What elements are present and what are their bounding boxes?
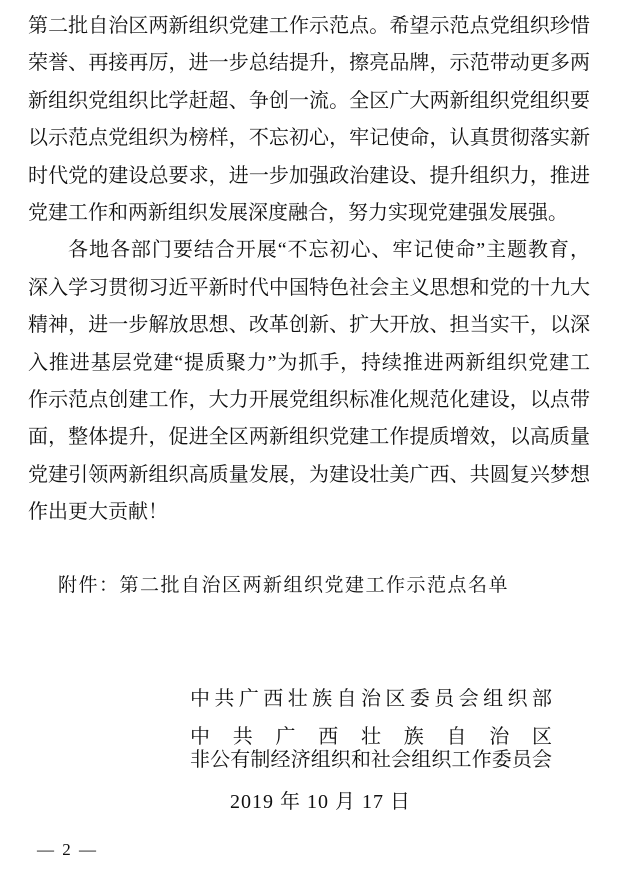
body-line: 时代党的建设总要求，进一步加强政治建设、提升组织力，推进 (28, 164, 590, 187)
signature-org-2-line-1: 中共广西壮族自治区 (190, 726, 552, 748)
body-line: 深入学习贯彻习近平新时代中国特色社会主义思想和党的十九大 (28, 276, 590, 299)
page-number: — 2 — (37, 840, 98, 859)
body-line: 各地各部门要结合开展“不忘初心、牢记使命”主题教育， (68, 239, 590, 262)
signature-block (190, 686, 552, 814)
signature-org-2-line-2: 非公有制经济组织和社会组织工作委员会 (190, 749, 552, 771)
body-line: 面，整体提升，促进全区两新组织党建工作提质增效，以高质量 (28, 426, 590, 449)
body-line: 党建引领两新组织高质量发展，为建设壮美广西、共圆复兴梦想 (28, 463, 590, 486)
body-line: 精神，进一步解放思想、改革创新、扩大开放、担当实干，以深 (28, 314, 590, 337)
body-line: 荣誉、再接再厉，进一步总结提升，擦亮品牌，示范带动更多两 (28, 52, 590, 75)
body-line: 以示范点党组织为榜样，不忘初心，牢记使命，认真贯彻落实新 (28, 127, 590, 150)
body-line: 新组织党组织比学赶超、争创一流。全区广大两新组织党组织要 (28, 89, 590, 112)
document-body (28, 8, 590, 531)
body-line: 第二批自治区两新组织党建工作示范点。希望示范点党组织珍惜 (28, 15, 590, 37)
body-line: 党建工作和两新组织发展深度融合，努力实现党建强发展强。 (28, 201, 568, 224)
body-line: 作示范点创建工作，大力开展党组织标准化规范化建设，以点带 (28, 388, 590, 411)
signature-date: 2019 年 10 月 17 日 (230, 791, 411, 813)
attachment-note: 附件：第二批自治区两新组织党建工作示范点名单 (58, 575, 510, 596)
paragraph-2 (28, 232, 590, 531)
paragraph-1 (28, 8, 590, 232)
signature-org-1: 中共广西壮族自治区委员会组织部 (190, 688, 552, 710)
body-line: 作出更大贡献！ (28, 501, 168, 524)
body-line: 入推进基层党建“提质聚力”为抓手，持续推进两新组织党建工 (28, 351, 590, 374)
